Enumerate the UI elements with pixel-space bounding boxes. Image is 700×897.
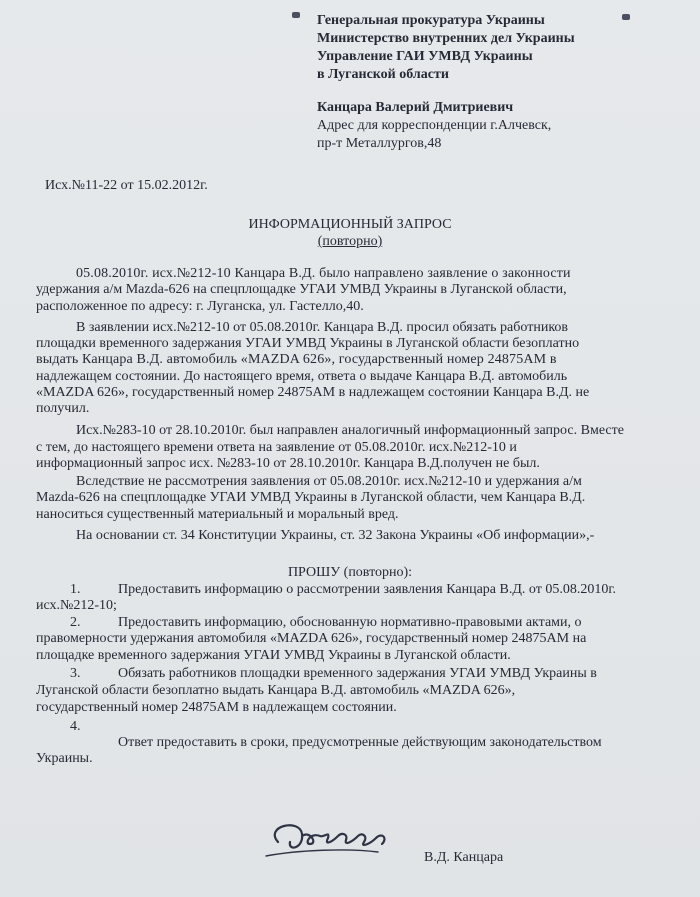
signature-name: В.Д. Канцара	[424, 850, 504, 865]
body-p1-line-2: удержания а/м Mazda-626 на спецплощадке УГАИ УМВД Украины в Луганской области,	[36, 282, 567, 297]
body-p2-line-2: площадки временного задержания УГАИ УМВД Украины в Луганской области безоплатно	[36, 336, 580, 351]
item-2-line-1: Предоставить информацию, обоснованную нормативно-правовыми актами, о	[118, 615, 582, 630]
sender-name: Канцара Валерий Дмитриевич	[317, 100, 514, 115]
sender-address-1: Адрес для корреспонденции г.Алчевск,	[317, 118, 552, 133]
reference-number: Исх.№11-22 от 15.02.2012г.	[45, 178, 208, 193]
recipient-line-4: в Луганской области	[317, 67, 449, 82]
item-number-4: 4.	[70, 719, 81, 734]
handwritten-signature	[258, 812, 408, 870]
item-1-line-1: Предоставить информацию о рассмотрении заявления Канцара В.Д. от 05.08.2010г.	[118, 582, 616, 597]
item-number-2: 2.	[70, 615, 81, 630]
recipient-line-2: Министерство внутренних дел Украины	[317, 31, 575, 46]
item-3-line-1: Обязать работников площадки временного задержания УГАИ УМВД Украины в	[118, 666, 597, 681]
corner-mark-icon	[622, 14, 630, 20]
body-p2-line-6: получил.	[36, 401, 90, 416]
body-p3-line-2: с тем, до настоящего времени ответа на заявление от 05.08.2010г. исх.№212-10 и	[36, 440, 517, 455]
item-2-line-2: правомерности удержания автомобиля «MAZDA 626», государственный номер 24875АМ на	[36, 631, 587, 646]
item-3-line-2: Луганской области безоплатно выдать Канцара В.Д. автомобиль «MAZDA 626»,	[36, 683, 516, 698]
recipient-line-1: Генеральная прокуратура Украины	[317, 13, 545, 28]
document-subtitle: (повторно)	[317, 234, 383, 249]
body-p3-line-3: информационный запрос исх. №283-10 от 28.10.2010г. Канцара В.Д.получен не был.	[36, 456, 540, 471]
body-p5: На основании ст. 34 Конституции Украины, ст. 32 Закона Украины «Об информации»,-	[76, 528, 595, 543]
body-p3-line-1: Исх.№283-10 от 28.10.2010г. был направлен аналогичный информационный запрос. Вместе	[76, 423, 624, 438]
body-p2-line-4: надлежащем состоянии. До настоящего время, ответа о выдаче Канцара В.Д. автомобиль	[36, 369, 568, 384]
body-p2-line-5: «MAZDA 626», государственный номер 24875АМ в надлежащем состоянии Канцара В.Д. не	[36, 385, 590, 400]
body-p4-line-3: наноситься существенный материальный и моральный вред.	[36, 507, 399, 522]
corner-mark-icon	[292, 12, 300, 18]
body-p4-line-1: Вследствие не рассмотрения заявления от 05.08.2010г. исх.№212-10 и удержания а/м	[76, 474, 582, 489]
request-title: ПРОШУ (повторно):	[287, 565, 413, 580]
document-title: ИНФОРМАЦИОННЫЙ ЗАПРОС	[248, 217, 452, 232]
body-p4-line-2: Mazda-626 на спецплощадке УГАИ УМВД Украины в Луганской области, чем Канцара В.Д.	[36, 490, 586, 505]
sender-address-2: пр-т Металлургов,48	[317, 136, 442, 151]
item-number-3: 3.	[70, 666, 81, 681]
item-1-line-2: исх.№212-10;	[36, 598, 117, 613]
item-3-line-3: государственный номер 24875АМ в надлежащем состоянии.	[36, 700, 397, 715]
recipient-line-3: Управление ГАИ УМВД Украины	[317, 49, 533, 64]
body-p1-line-1: 05.08.2010г. исх.№212-10 Канцара В.Д. было направлено заявление о законности	[76, 266, 571, 281]
body-p2-line-1: В заявлении исх.№212-10 от 05.08.2010г. Канцара В.Д. просил обязать работников	[76, 320, 569, 335]
item-4-line-1: Ответ предоставить в сроки, предусмотренные действующим законодательством	[118, 735, 602, 750]
body-p2-line-3: выдать Канцара В.Д. автомобиль «MAZDA 626», государственный номер 24875АМ в	[36, 352, 557, 367]
item-4-line-2: Украины.	[36, 751, 93, 766]
item-2-line-3: площадке временного задержания УГАИ УМВД Украины в Луганской области.	[36, 648, 511, 663]
body-p1-line-3: расположенное по адресу: г. Луганска, ул. Гастелло,40.	[36, 299, 364, 314]
item-number-1: 1.	[70, 582, 81, 597]
